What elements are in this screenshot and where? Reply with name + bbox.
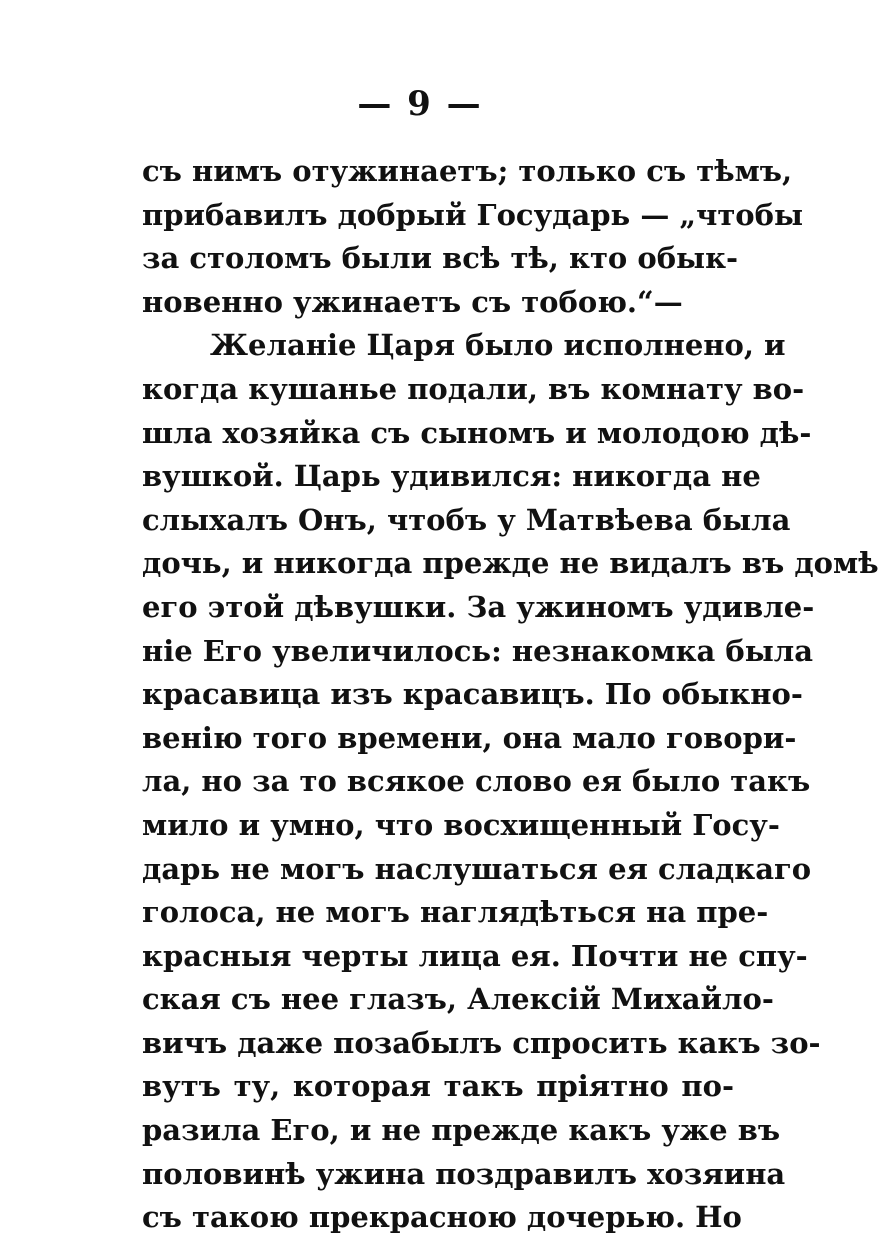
text-line: шла хозяйка съ сыномъ и молодою дѣ- <box>142 415 812 450</box>
text-line: половинѣ ужина поздравилъ хозяина <box>142 1156 786 1191</box>
text-line: новенно ужинаетъ съ тобою.“— <box>142 284 683 319</box>
text-line: красавица изъ красавицъ. По обыкно- <box>142 677 803 712</box>
body-text <box>142 150 879 1240</box>
text-line: мило и умно, что восхищенный Госу- <box>142 807 780 842</box>
text-line: съ нимъ отужинаетъ; только съ тѣмъ, <box>142 154 793 188</box>
text-line: ла, но за то всякое слово ея было такъ <box>142 764 811 799</box>
text-line: дарь не могъ наслушаться ея сладкаго <box>142 851 812 886</box>
text-line: голоса, не могъ наглядѣться на пре- <box>142 895 769 930</box>
text-line: когда кушанье подали, въ комнату во- <box>142 371 805 406</box>
text-line: красныя черты лица ея. Почти не спу- <box>142 938 808 973</box>
text-line: разила Его, и не прежде какъ уже въ <box>142 1113 781 1148</box>
text-line: съ такою прекрасною дочерью. Но <box>142 1200 742 1235</box>
text-line: его этой дѣвушки. За ужиномъ удивле- <box>142 589 815 624</box>
text-line: ніе Его увеличилось: незнакомка была <box>142 633 814 668</box>
text-line: вутъ ту, которая такъ пріятно по- <box>142 1069 734 1104</box>
text-line: прибавилъ добрый Государь — „чтобы <box>142 197 804 232</box>
text-line: ская съ нее глазъ, Алексій Михайло- <box>142 982 774 1017</box>
text-line: за столомъ были всѣ тѣ, кто обык- <box>142 241 739 276</box>
text-line: вушкой. Царь удивился: никогда не <box>142 459 761 494</box>
text-line: дочь, и никогда прежде не видалъ въ домѣ <box>142 546 879 581</box>
text-line: вичъ даже позабылъ спросить какъ зо- <box>142 1025 821 1060</box>
page-number: — 9 — <box>357 84 483 124</box>
text-line: слыхалъ Онъ, чтобъ у Матвѣева была <box>142 502 791 537</box>
text-line: Желаніе Царя было исполнено, и <box>210 328 786 363</box>
text-line: венію того времени, она мало говори- <box>142 720 797 755</box>
